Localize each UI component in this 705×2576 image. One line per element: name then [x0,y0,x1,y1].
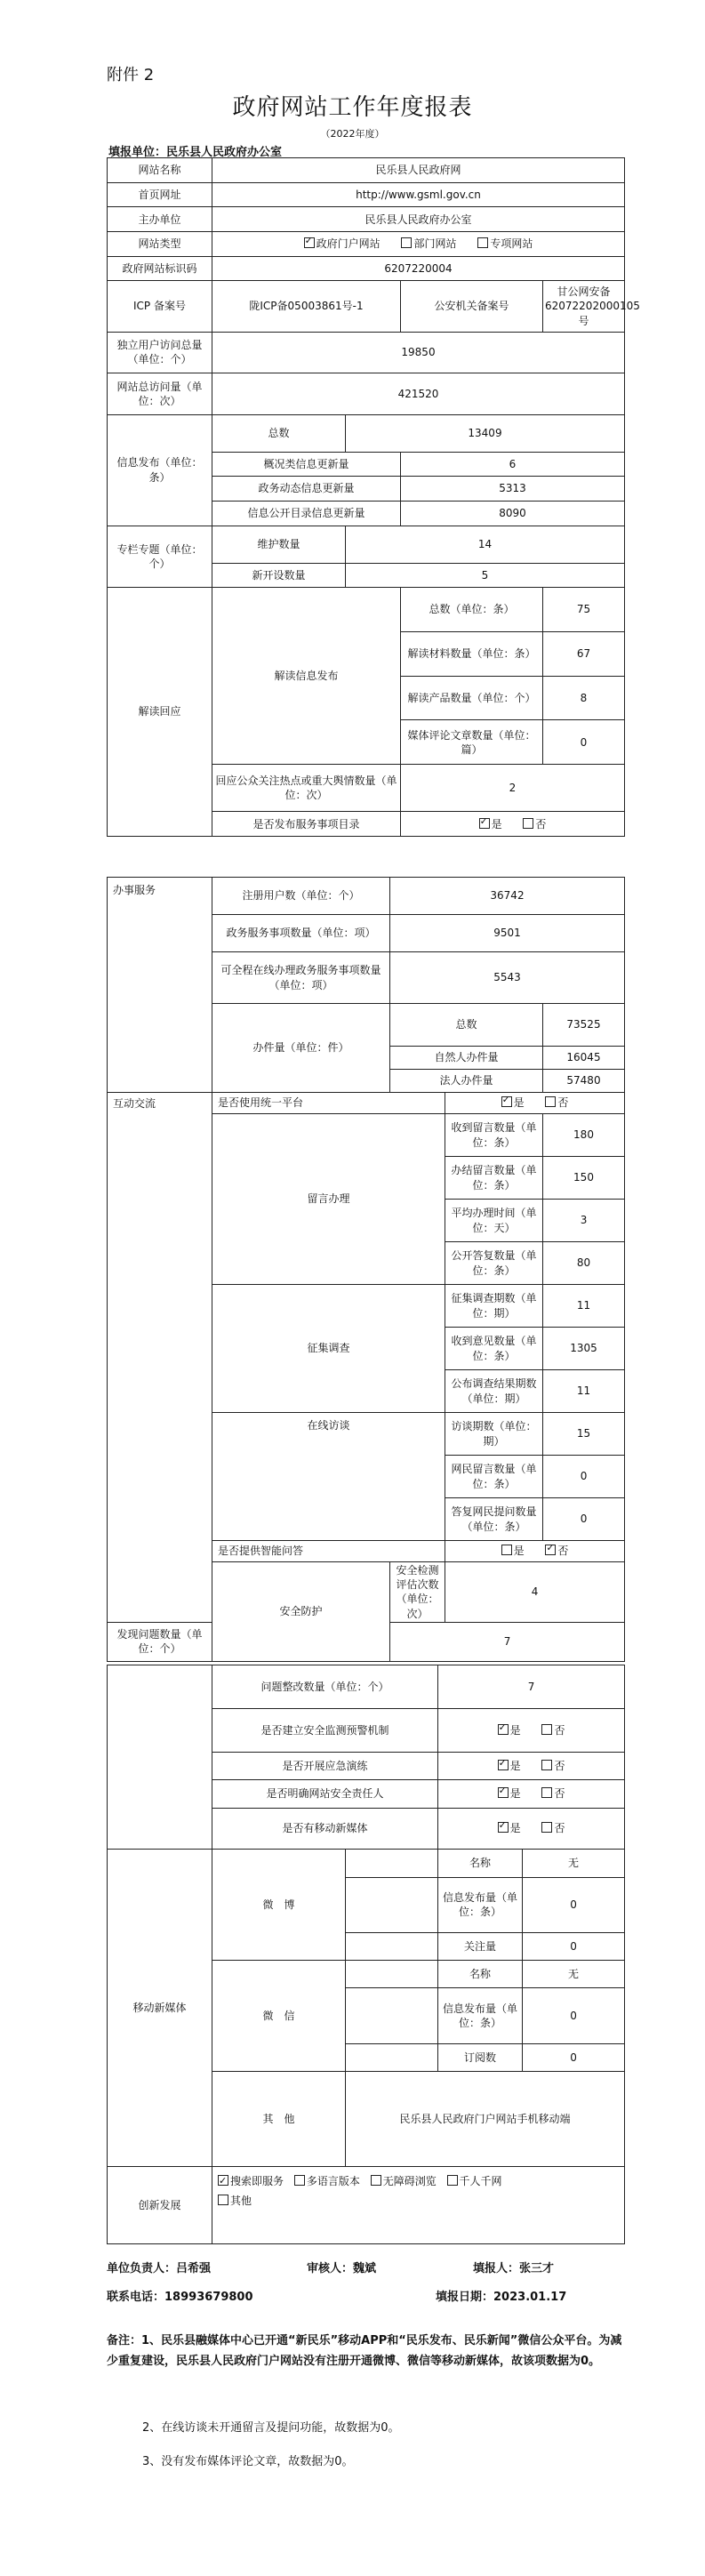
reviewer-signature: 审核人：魏斌 [307,2262,377,2275]
new-column-value: 5 [346,563,625,588]
icp-label: ICP 备案号 [108,281,212,333]
contact-phone: 联系电话：18993679800 [107,2291,253,2304]
overview-label: 概况类信息更新量 [212,452,401,477]
ip-material-label: 解读材料数量（单位：条） [401,631,543,676]
checkbox-checked-icon [479,818,490,829]
security-media-table [107,1665,625,2244]
empty-cell [346,1877,438,1932]
report-date: 填报日期：2023.01.17 [436,2291,567,2304]
reg-value: 36742 [390,878,625,915]
has-mobile-options [438,1808,625,1850]
wb-pub-value: 0 [523,1877,625,1932]
ip-product-value: 8 [543,676,625,720]
vol-person-value: 16045 [543,1047,625,1070]
respond-value: 2 [401,765,625,812]
ip-total-value: 75 [543,588,625,632]
checkbox-checked-icon [498,1787,509,1798]
site-type-options [212,231,625,256]
wb-follow-value: 0 [523,1932,625,1960]
police-value: 甘公网安备 62072202000105 号 [543,281,625,333]
catalog-pub-options [401,812,625,837]
basic-info-table [107,157,640,837]
talk-label: 在线访谈 [212,1413,445,1541]
option-no[interactable]: 否 [541,1786,565,1801]
option-no[interactable]: 否 [523,817,546,831]
site-code-label: 政府网站标识码 [108,256,212,281]
msg-public-value: 80 [543,1242,625,1285]
platform-label: 是否使用统一平台 [212,1093,445,1114]
report-title: 政府网站工作年度报表 [232,94,473,121]
monitor-options [438,1709,625,1753]
sv-results-label: 公布调查结果期数（单位：期） [445,1370,543,1413]
homepage-label: 首页网址 [108,182,212,207]
empty-cell [346,2043,438,2071]
drill-label: 是否开展应急演练 [212,1753,438,1780]
wb-name-label: 名称 [438,1850,523,1877]
sec-issues-value: 7 [390,1622,625,1661]
checkbox-checked-icon [498,1724,509,1735]
security-label: 安全防护 [212,1562,390,1662]
checkbox-icon [371,2175,381,2186]
mobile-label: 移动新媒体 [108,1850,212,2167]
respond-label: 回应公众关注热点或重大舆情数量（单位：次） [212,765,401,812]
host-value: 民乐县人民政府办公室 [212,207,625,232]
overview-value: 6 [401,452,625,477]
checkbox-checked-icon [218,2175,228,2186]
pv-label: 网站总访问量（单位：次） [108,373,212,414]
smart-label: 是否提供智能问答 [212,1541,445,1562]
checkbox-checked-icon [498,1822,509,1833]
empty-cell [346,1961,438,1988]
empty-cell [346,1850,438,1877]
sv-periods-label: 征集调查期数（单位：期） [445,1285,543,1328]
wechat-label: 微 信 [212,1961,346,2072]
fixed-value: 7 [438,1665,625,1709]
innov-option-personal[interactable]: 千人千网 [447,2172,502,2192]
sv-opinions-label: 收到意见数量（单位：条） [445,1328,543,1370]
note-2: 2、在线访谈未开通留言及提问功能，故数据为0。 [142,2421,400,2435]
vol-legal-value: 57480 [543,1070,625,1093]
ip-media-label: 媒体评论文章数量（单位：篇） [401,720,543,765]
service-label: 办事服务 [108,878,212,1093]
dynamic-label: 政务动态信息更新量 [212,477,401,502]
volume-label: 办件量（单位：件） [212,1004,390,1093]
sec-tests-value: 4 [445,1562,625,1623]
checkbox-icon [523,818,533,829]
option-no[interactable]: 否 [541,1759,565,1773]
wb-follow-label: 关注量 [438,1932,523,1960]
interpret-pub-label: 解读信息发布 [212,588,401,765]
wb-pub-label: 信息发布量（单位：条） [438,1877,523,1932]
sec-issues-label: 发现问题数量（单位：个） [108,1622,212,1661]
tk-questions-label: 网民留言数量（单位：条） [445,1456,543,1498]
option-yes[interactable]: ✓ 是 [498,1723,521,1737]
maintain-label: 维护数量 [212,526,346,563]
checkbox-icon [501,1545,512,1555]
msg-public-label: 公开答复数量（单位：条） [445,1242,543,1285]
tk-periods-value: 15 [543,1413,625,1456]
innov-options [212,2166,625,2243]
pv-value: 421520 [212,373,625,414]
checkbox-icon [545,1096,556,1107]
police-label: 公安机关备案号 [401,281,543,333]
innov-option-multilang[interactable]: 多语言版本 [294,2172,360,2192]
other-label: 其 他 [212,2071,346,2166]
tk-periods-label: 访谈期数（单位：期） [445,1413,543,1456]
type-option-special[interactable]: 专项网站 [477,237,533,251]
wx-sub-value: 0 [523,2043,625,2071]
column-label: 专栏专题（单位：个） [108,526,212,588]
ip-total-label: 总数（单位：条） [401,588,543,632]
checkbox-icon [401,237,412,248]
items-label: 政务服务事项数量（单位：项） [212,915,390,952]
other-value: 民乐县人民政府门户网站手机移动端 [346,2071,625,2166]
sv-results-value: 11 [543,1370,625,1413]
option-yes[interactable]: ✓ 是 [498,1759,521,1773]
owner-options [438,1780,625,1808]
msg-recv-value: 180 [543,1114,625,1157]
reg-label: 注册用户数（单位：个） [212,878,390,915]
checkbox-icon [541,1787,552,1798]
uv-label: 独立用户访问总量（单位：个） [108,332,212,373]
head-signature: 单位负责人：吕希强 [107,2262,212,2275]
monitor-label: 是否建立安全监测预警机制 [212,1709,438,1753]
checkbox-checked-icon [545,1545,556,1555]
innov-option-search[interactable]: ✓搜索即服务 [218,2172,284,2192]
vol-legal-label: 法人办件量 [390,1070,543,1093]
smart-options [445,1541,625,1562]
weibo-label: 微 博 [212,1850,346,1961]
sec-tests-label: 安全检测评估次数（单位：次） [390,1562,445,1623]
checkbox-icon [541,1822,552,1833]
new-column-label: 新开设数量 [212,563,346,588]
homepage-value: http://www.gsml.gov.cn [212,182,625,207]
platform-options [445,1093,625,1114]
option-no[interactable]: 否 [541,1723,565,1737]
checkbox-checked-icon [501,1096,512,1107]
service-table [107,877,625,1662]
wx-pub-value: 0 [523,1988,625,2043]
online-label: 可全程在线办理政务服务事项数量（单位：项） [212,952,390,1004]
option-yes[interactable]: ✓ 是 [479,817,502,831]
tk-questions-value: 0 [543,1456,625,1498]
empty-cell [346,1988,438,2043]
msg-recv-label: 收到留言数量（单位：条） [445,1114,543,1157]
checkbox-icon [294,2175,305,2186]
owner-label: 是否明确网站安全责任人 [212,1780,438,1808]
sv-periods-value: 11 [543,1285,625,1328]
msg-days-value: 3 [543,1200,625,1242]
site-name-label: 网站名称 [108,158,212,183]
checkbox-checked-icon [498,1760,509,1770]
checkbox-icon [218,2195,228,2205]
msg-done-value: 150 [543,1157,625,1200]
msg-days-label: 平均办理时间（单位：天） [445,1200,543,1242]
option-yes[interactable]: ✓ 是 [498,1786,521,1801]
info-total-label: 总数 [212,414,346,452]
type-option-portal[interactable]: ✓ 政府门户网站 [304,237,381,251]
option-yes[interactable]: 是 [501,1544,525,1558]
uv-value: 19850 [212,332,625,373]
checkbox-icon [477,237,488,248]
icp-value: 陇ICP备05003861号-1 [212,281,401,333]
catalog-label: 信息公开目录信息更新量 [212,501,401,526]
empty-cell [346,1932,438,1960]
note-1: 备注：1、民乐县融媒体中心已开通“新民乐”移动APP和“民乐发布、民乐新闻”微信公众平台。为减少重复建设，民乐县人民政府门户网站没有注册开通微博、微信等移动新媒体，故该项数据为0。 [107,2334,622,2368]
vol-total-value: 73525 [543,1004,625,1047]
interpret-label: 解读回应 [108,588,212,837]
checkbox-icon [541,1760,552,1770]
option-no[interactable]: 否 [541,1821,565,1835]
option-no[interactable]: 否 [545,1095,568,1110]
online-value: 5543 [390,952,625,1004]
innov-label: 创新发展 [108,2166,212,2243]
ip-product-label: 解读产品数量（单位：个） [401,676,543,720]
vol-total-label: 总数 [390,1004,543,1047]
tk-answers-value: 0 [543,1498,625,1541]
site-type-label: 网站类型 [108,231,212,256]
innov-option-accessible[interactable]: 无障碍浏览 [371,2172,437,2192]
drill-options [438,1753,625,1780]
wx-name-label: 名称 [438,1961,523,1988]
innov-option-other[interactable]: 其他 [218,2192,252,2211]
maintain-value: 14 [346,526,625,563]
checkbox-icon [447,2175,458,2186]
dynamic-value: 5313 [401,477,625,502]
wx-sub-label: 订阅数 [438,2043,523,2071]
host-label: 主办单位 [108,207,212,232]
reporter-signature: 填报人：张三才 [473,2262,555,2275]
info-total-value: 13409 [346,414,625,452]
option-yes[interactable]: ✓ 是 [501,1095,525,1110]
wb-name-value: 无 [523,1850,625,1877]
filler-unit: 填报单位：民乐县人民政府办公室 [108,146,283,159]
catalog-pub-label: 是否发布服务事项目录 [212,812,401,837]
wx-pub-label: 信息发布量（单位：条） [438,1988,523,2043]
msg-done-label: 办结留言数量（单位：条） [445,1157,543,1200]
msg-label: 留言办理 [212,1114,445,1285]
info-pub-label: 信息发布（单位：条） [108,414,212,526]
catalog-value: 8090 [401,501,625,526]
option-yes[interactable]: ✓ 是 [498,1821,521,1835]
tk-answers-label: 答复网民提问数量（单位：条） [445,1498,543,1541]
wx-name-value: 无 [523,1961,625,1988]
site-name-value: 民乐县人民政府网 [212,158,625,183]
fixed-label: 问题整改数量（单位：个） [212,1665,438,1709]
survey-label: 征集调查 [212,1285,445,1413]
ip-media-value: 0 [543,720,625,765]
report-year: （2022年度） [320,128,385,140]
has-mobile-label: 是否有移动新媒体 [212,1808,438,1850]
sv-opinions-value: 1305 [543,1328,625,1370]
items-value: 9501 [390,915,625,952]
vol-person-label: 自然人办件量 [390,1047,543,1070]
security-cont-cell [108,1665,212,1850]
interact-label: 互动交流 [108,1093,212,1623]
ip-material-value: 67 [543,631,625,676]
checkbox-checked-icon [304,237,315,248]
site-code-value: 6207220004 [212,256,625,281]
note-3: 3、没有发布媒体评论文章，故数据为0。 [142,2455,354,2468]
type-option-department[interactable]: 部门网站 [401,237,456,251]
attachment-label: 附件 2 [107,66,155,84]
checkbox-icon [541,1724,552,1735]
option-no[interactable]: ✓ 否 [545,1544,568,1558]
